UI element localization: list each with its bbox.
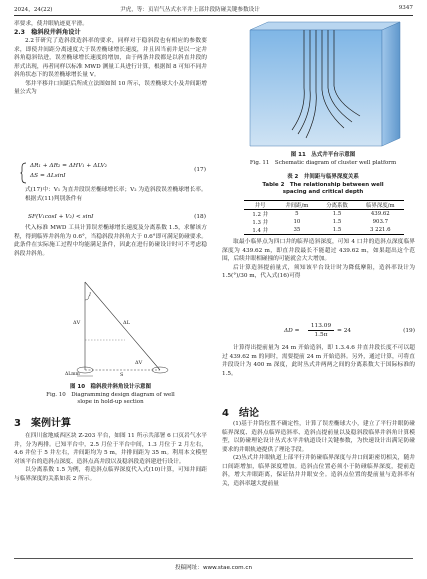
paragraph-2: 邻井平移并口间距后所成立法图如图 10 所示，误差椭球大小及井间距增量公式为 <box>14 80 207 95</box>
equation-17-line-2: ΔS = ΔLsinI <box>30 173 66 179</box>
figure-10-caption-en-2: slope in hold-up section <box>77 399 144 405</box>
right-column-mid <box>222 344 415 378</box>
section-4-heading: 4 结论 <box>222 408 259 419</box>
equation-19 <box>222 322 415 342</box>
left-column-p5 <box>14 224 207 258</box>
spacing-label: S <box>120 372 124 378</box>
left-column <box>14 20 207 97</box>
footer-rule <box>14 558 413 559</box>
table-header-cell: 井间距/m <box>285 203 309 209</box>
table-cell: 3 221.6 <box>370 227 391 233</box>
right-column-conclusions <box>222 420 415 488</box>
equation-19-number: (19) <box>403 328 415 334</box>
table-cell: 1.5 <box>332 227 342 233</box>
angle-label: I <box>89 292 91 298</box>
equation-17-line-1: ΔR₁ + ΔR₂ = ΔHV₁ + ΔLV₂ <box>30 163 107 169</box>
table-row <box>244 226 404 235</box>
brace-icon <box>20 162 28 184</box>
table-cell: 10 <box>293 219 301 225</box>
delta-lmm-label: ΔLmm <box>65 372 80 377</box>
equation-19-numerator: 113.09 <box>308 322 334 331</box>
equation-19-rhs: = 24 <box>337 328 352 334</box>
table-cell: 1.5 <box>332 219 342 225</box>
table-2-caption-cn: 表 2 井间距与临界深度关系 <box>287 174 359 180</box>
left-column-mid <box>14 186 207 203</box>
paragraph-9: 后计算造斜提前量式，须知该平台设计时为降低摩阻，造斜率设计为 1.5(°)/30 m，代入式(16)可得 <box>222 264 415 279</box>
table-cell: 5 <box>295 211 299 217</box>
table-cell: 903.7 <box>372 219 389 225</box>
equation-19-lhs: ΔD = <box>284 328 300 334</box>
figure-11-diagram <box>232 18 414 150</box>
equation-18-body: SF(V₁cosI + V₂) < sinI <box>28 214 94 220</box>
figure-10-caption-en-1: Fig. 10 Diagramming design diagram of well <box>46 391 175 398</box>
table-2-caption-en-1: Table 2 The relationship between well <box>262 181 384 188</box>
table-cell: 439.62 <box>370 211 390 217</box>
delta-l-label: ΔL <box>123 320 130 326</box>
figure-10-caption <box>14 384 207 407</box>
paragraph-4: 根据式(11)判别条件有 <box>25 195 83 202</box>
delta-v-label: ΔV <box>73 320 81 326</box>
section-2-3-heading: 2.3 稳斜段井斜角设计 <box>14 28 81 36</box>
intro-tail: 率要求，使井眼轨迹更平滑。 <box>14 21 88 27</box>
equation-18 <box>18 214 206 224</box>
paragraph-7: 以分离系数 1.5 为例，将造斜点临界深度代入式(10)计算，可知井间距与临界深度的关系如表 2 所示。 <box>14 467 207 482</box>
footer-url: 投稿网址：www.stae.com.cn <box>174 565 253 571</box>
paragraph-6: 在四川盆地威西区块 Z-203 平台，如图 11 所示共部署 6 口页岩气水平井，分为两排。已知平台中，2.5 月位于平台中间，1.3 月位于 2 月左右，4.6 井位于 5 井左右，井间距均为 5 m，井排间距为 35 m。利用本文模型对该平台的造斜点深度、造斜点高井段以及稳斜段造斜建进行设计。 <box>14 433 207 465</box>
table-row <box>244 218 404 226</box>
equation-17 <box>18 162 206 184</box>
figure-10-diagram <box>45 280 175 380</box>
equation-19-denominator: 1.5π <box>314 332 328 338</box>
section-3-heading: 3 案例计算 <box>14 418 71 429</box>
table-cell: 1.3 井 <box>252 220 269 226</box>
delta-v2-label: ΔV <box>135 360 143 366</box>
figure-11-caption-en: Fig. 11 Schematic diagram of cluster well platform <box>249 159 397 166</box>
conclusion-1: (1)基于井筒位置不确定性，计算了误差椭球大小，建立了平行井眼防碰临界深度、造斜点临界造斜率、造斜点提前量以及稳斜段临界井斜角计算模型，以防碰理论设计丛式水平井轨道设计关键参数，为快速设计出满足防碰要求的井眼轨迹提供了理论手段。 <box>222 421 415 453</box>
table-header-row <box>244 201 404 210</box>
table-2-caption <box>232 174 414 197</box>
table-row <box>244 210 404 219</box>
table-2 <box>244 200 404 235</box>
table-cell: 1.5 <box>332 211 342 217</box>
table-header-cell: 井号 <box>254 203 266 209</box>
paragraph-1: 2.2节研究了造斜段造斜率的要求，同样对于稳斜段也有相应的参数要求，即使井间距分离速度大于误差椭球增长速度，并且因当前井是以一定井斜角稳斜钻进，误差椭球增长速度的增加，由于两条井段都是以斜直井段的形式出现，再者同样以标准 MWD 测量工具进行计算，根据图 8 可知不同井斜角状态下的误差椭球增长量 V。 <box>14 38 207 78</box>
table-header-cell: 分离系数 <box>326 203 348 209</box>
conclusion-2: (2)丛式井井眼轨道上部平行井防碰临界深度与井口间距密切相关，随井口间距增加，临界深度增加。造斜点位置必须小于防碰临界深度，提前造斜，增大井眼距离，保证钻井井眼安全。造斜点位置的提前量与造斜率有关，造斜率越大提前量 <box>222 455 415 487</box>
paragraph-8: 取最小临界点为四口井的临界造斜深度，可知 4 口井的造斜点深度临界深度为 439.62 m，即直井段最长不能超过 439.62 m，如果超出这个范围，后续井眼相碰撞的可能就会大大增加。 <box>222 239 415 262</box>
figure-10 <box>45 280 175 380</box>
table-cell: 1.2 井 <box>252 212 269 218</box>
figure-10-caption-cn: 图 10 稳斜段井斜角设计示意图 <box>69 384 152 390</box>
table-2-caption-en-2: spacing and critical depth <box>282 189 364 195</box>
equation-19-fraction <box>308 322 334 339</box>
paragraph-10: 计算得出提前量为 24 m 开始造斜，即 1.3.4.6 井直井段长度不可以超过 439.62 m 的同时，需要提前 24 m 开始造斜。另外，通过计算，可将直井段设计为 400 m 深度，此时丛式井两两之间的分离系数大于国际标准的 1.5。 <box>222 345 415 377</box>
left-column-case <box>14 432 207 483</box>
figure-11-caption-cn: 图 11 丛式井平台示意图 <box>290 152 356 158</box>
equation-17-number: (17) <box>194 167 206 173</box>
journal-issue: 2024，24(22) <box>14 7 53 13</box>
paragraph-5: 代入标准 MWD 工具计算误差椭球增长速度及分离系数 1.5，求解该方程，得到临界井斜角为 0.6°，当稳斜段井斜角大于 0.6°即可满足防碰要求。此条件在实际施工过程中均能满足条件，因此在进行防碰设计时可不考虑稳斜段井斜角。 <box>14 225 207 257</box>
figure-11-caption <box>232 152 414 167</box>
page-number: 9347 <box>398 5 413 11</box>
paragraph-3: 式(17)中：V₁ 为直井段误差椭球增长率；V₂ 为造斜段误差椭球增长率。 <box>25 187 207 193</box>
right-column-top <box>222 238 415 281</box>
table-cell: 1.4 井 <box>252 228 269 234</box>
header-rule <box>14 15 413 16</box>
table-cell: 35 <box>293 227 301 233</box>
equation-18-number: (18) <box>194 214 206 220</box>
table-header-cell: 临界深度/m <box>366 203 395 209</box>
figure-11 <box>232 18 414 150</box>
running-title: 尹虎，等：页岩气丛式水平井上部井段防碰关键参数设计 <box>120 7 260 13</box>
